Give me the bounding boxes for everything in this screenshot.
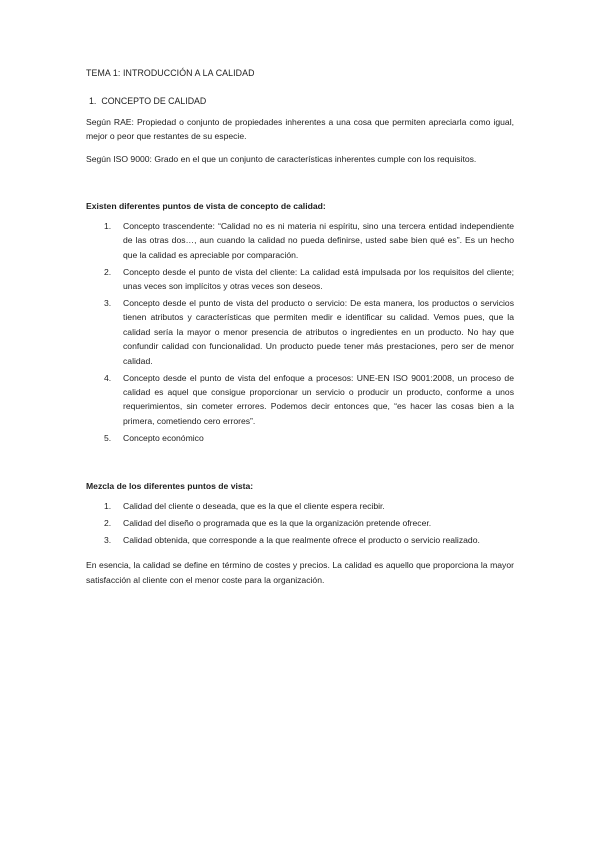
list-item-number: 3. <box>104 534 112 545</box>
list-item-text: Calidad del cliente o deseada, que es la que el cliente espera recibir. <box>123 501 385 512</box>
list-item <box>86 516 514 530</box>
list-item-text: Concepto económico <box>123 432 204 443</box>
list-item <box>86 371 514 429</box>
list-item-number: 1. <box>104 501 112 512</box>
list-item-text: Calidad del diseño o programada que es la que la organización pretende ofrecer. <box>123 518 432 528</box>
section-heading <box>89 95 514 108</box>
list-item <box>86 219 514 262</box>
list-item-number: 4. <box>104 372 112 383</box>
list-item-text: Concepto desde el punto de vista del cliente: La calidad está impulsada por los requisitos del cliente; unas veces son implícitos y otras veces son deseos. <box>123 266 514 292</box>
document-body <box>86 67 514 587</box>
section-number: 1. <box>89 96 97 106</box>
viewpoints-heading: Existen diferentes puntos de vista de concepto de calidad: <box>86 201 326 211</box>
section-title: CONCEPTO DE CALIDAD <box>101 96 207 106</box>
list-item <box>86 533 514 547</box>
mix-heading: Mezcla de los diferentes puntos de vista: <box>86 481 254 492</box>
list-item <box>86 296 514 368</box>
list-item-text: Concepto desde el punto de vista del enfoque a procesos: UNE-EN ISO 9001:2008, un proceso de calidad es aquel que consigue proporcionar un servicio o producir un producto, conforme a unos requerimientos, sin cometer errores. Podemos decir entonces que, “es hacer las cosas bien a la primera, cometiendo cero errores”. <box>123 372 514 426</box>
definition-rae: Según RAE: Propiedad o conjunto de propiedades inherentes a una cosa que permiten apreciarla como igual, mejor o peor que restantes de su especie. <box>86 117 514 141</box>
list-item-text: Concepto trascendente: “Calidad no es ni materia ni espíritu, sino una tercera entidad independiente de las otras dos…, aun cuando la calidad no pueda definirse, usted sabe bien qué es”. Es un hecho que la calidad es apreciable por comparación. <box>123 221 514 260</box>
list-item <box>86 265 514 294</box>
definition-iso: Según ISO 9000: Grado en el que un conjunto de características inherentes cumple con los requisitos. <box>86 154 477 164</box>
list-item-text: Calidad obtenida, que corresponde a la que realmente ofrece el producto o servicio realizado. <box>123 534 480 545</box>
closing-paragraph: En esencia, la calidad se define en término de costes y precios. La calidad es aquello que proporciona la mayor satisfacción al cliente con el menor coste para la organización. <box>86 560 514 585</box>
list-item-number: 2. <box>104 266 112 277</box>
list-item <box>86 431 514 445</box>
mix-list <box>86 499 514 547</box>
list-item-text: Concepto desde el punto de vista del producto o servicio: De esta manera, los productos o servicios tienen atributos y características que permiten medir e identificar su calidad. Vemos pues, que la calidad sería la mayor o menor presencia de atributos o ingredientes en un producto. No hay que confundir calidad con funcionalidad. Un producto puede tener más prestaciones, pero ser de menor calidad. <box>123 298 514 366</box>
list-item-number: 5. <box>104 432 112 443</box>
list-item-number: 2. <box>104 518 112 528</box>
list-item-number: 3. <box>104 298 112 309</box>
document-title: TEMA 1: INTRODUCCIÓN A LA CALIDAD <box>86 68 255 78</box>
list-item-number: 1. <box>104 221 112 231</box>
viewpoints-list <box>86 219 514 445</box>
list-item <box>86 499 514 513</box>
